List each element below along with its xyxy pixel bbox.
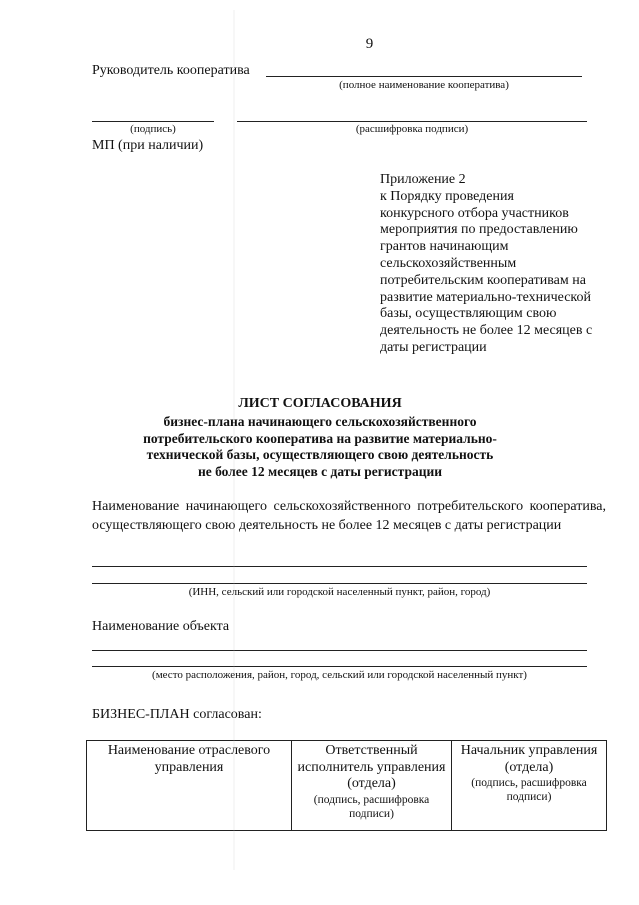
appendix-line: развитие материально-технической xyxy=(380,289,592,305)
signature-caption: (подпись) xyxy=(130,123,176,135)
appendix-line: сельскохозяйственным xyxy=(380,255,517,271)
appendix-block xyxy=(380,172,616,357)
subtitle-line: не более 12 месяцев с даты регистрации xyxy=(197,463,443,479)
scan-fold-mark xyxy=(233,10,235,870)
approval-label: БИЗНЕС-ПЛАН согласован: xyxy=(92,707,262,722)
appendix-line: деятельность не более 12 месяцев с xyxy=(380,323,593,339)
approval-table xyxy=(86,740,607,831)
appendix-line: конкурсного отбора участников xyxy=(380,205,569,221)
table-row xyxy=(87,741,607,831)
column-note: (подпись, расшифровка подписи) xyxy=(471,777,587,803)
approval-cell-head xyxy=(452,741,607,831)
head-name-line xyxy=(266,76,582,77)
subtitle-line: потребительского кооператива на развитие материально- xyxy=(143,430,497,446)
cooperative-name-label: Наименование начинающего сельскохозяйственного потребительского кооператива, осуществляющего свою деятельность не более 12 месяцев с даты регистрации xyxy=(92,499,606,533)
decoding-line xyxy=(237,121,587,122)
seal-label: МП (при наличии) xyxy=(92,138,204,153)
subtitle-line: технической базы, осуществляющего свою деятельность xyxy=(146,447,494,462)
cooperative-name-caption: (ИНН, сельский или городской населенный пункт, район, город) xyxy=(188,586,491,598)
column-title: Начальник управления (отдела) xyxy=(460,743,598,775)
page-number: 9 xyxy=(365,36,374,52)
subtitle-line: бизнес-плана начинающего сельскохозяйственного xyxy=(163,414,477,429)
appendix-line: мероприятия по предоставлению xyxy=(380,222,578,238)
document-subtitle xyxy=(30,414,610,480)
object-name-caption: (место расположения, район, город, сельский или городской населенный пункт) xyxy=(152,669,527,681)
signature-line xyxy=(92,121,214,122)
approval-cell-department xyxy=(87,741,292,831)
column-title: Наименование отраслевого управления xyxy=(107,743,271,775)
object-name-line xyxy=(92,666,587,667)
column-note: (подпись, расшифровка подписи) xyxy=(313,793,430,820)
column-title: Ответственный исполнитель управления (отдела) xyxy=(297,743,446,791)
decoding-caption: (расшифровка подписи) xyxy=(355,123,469,135)
object-name-line xyxy=(92,650,587,651)
full-name-caption: (полное наименование кооператива) xyxy=(339,79,509,91)
appendix-line: потребительским кооперативам на xyxy=(380,272,586,288)
appendix-line: даты регистрации xyxy=(380,339,487,355)
appendix-line: к Порядку проведения xyxy=(380,188,514,204)
document-title: ЛИСТ СОГЛАСОВАНИЯ xyxy=(238,396,402,411)
cooperative-name-line xyxy=(92,583,587,584)
object-name-label: Наименование объекта xyxy=(92,619,230,634)
appendix-line: грантов начинающим xyxy=(380,239,509,255)
head-label: Руководитель кооператива xyxy=(92,63,250,78)
appendix-line: Приложение 2 xyxy=(380,172,466,187)
approval-cell-executor xyxy=(292,741,452,831)
cooperative-name-line xyxy=(92,566,587,567)
appendix-line: базы, осуществляющим свою xyxy=(380,306,557,322)
